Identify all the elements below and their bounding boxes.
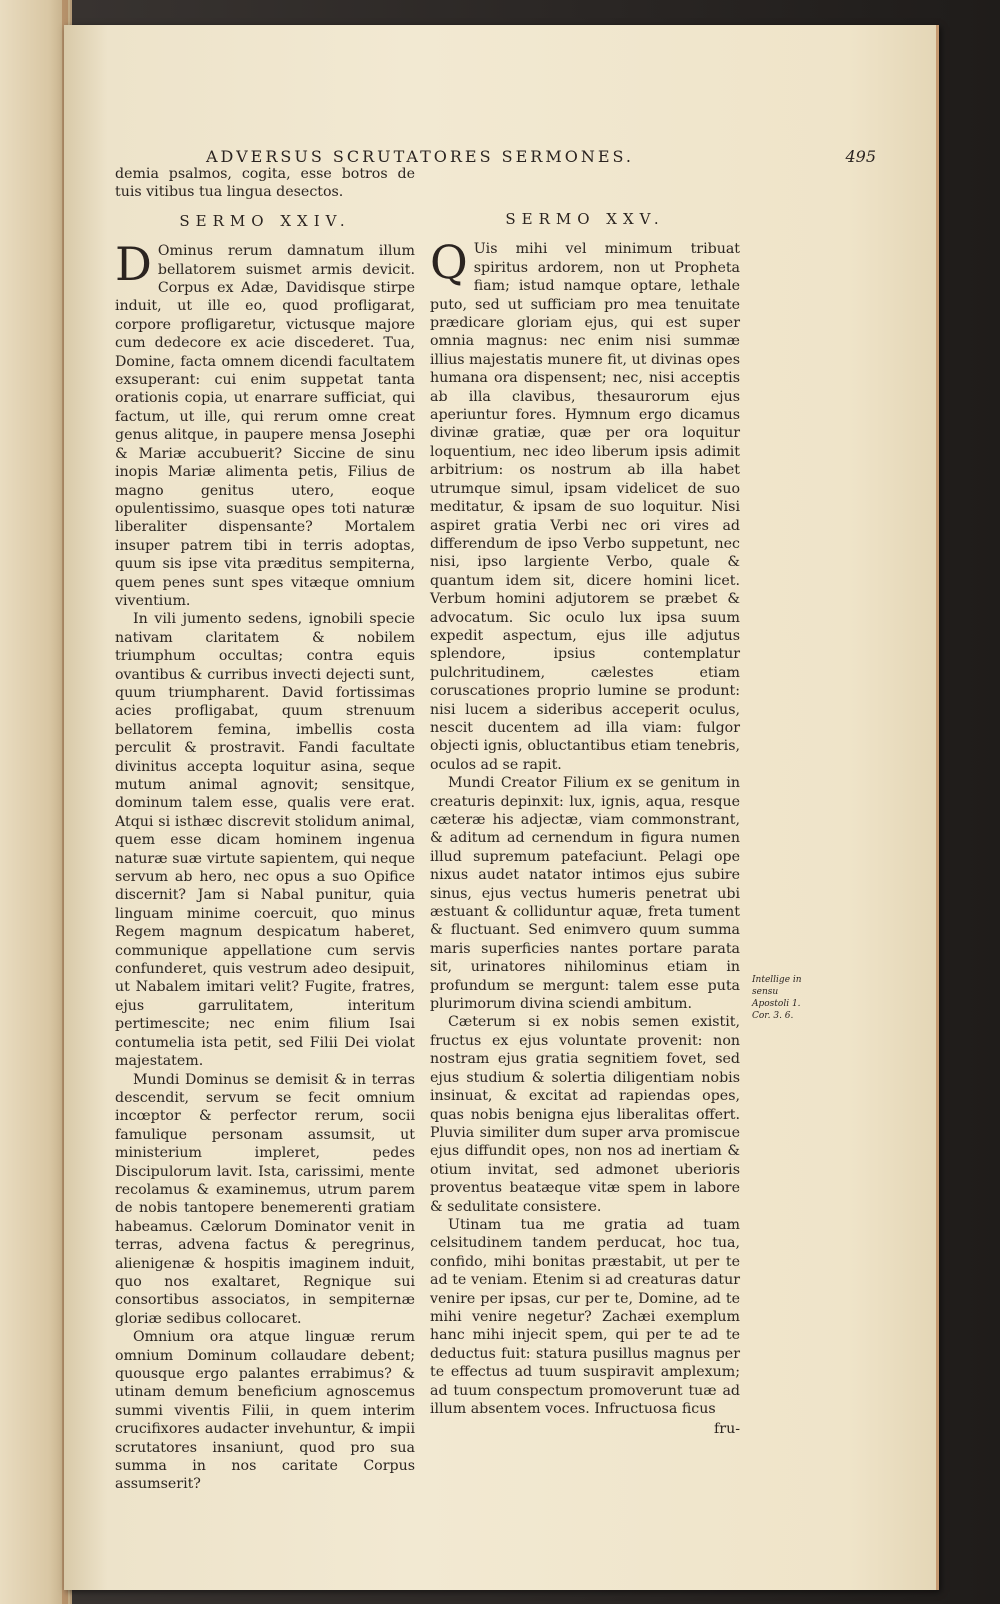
page-number: 495: [845, 147, 876, 166]
drop-cap: D: [115, 237, 152, 292]
catchword: fru-: [714, 1421, 740, 1438]
paragraph: In vili jumento sedens, ignobili specie nativam claritatem & nobilem triumphum occultas; contra equis ovantibus & curribus invecti dejecti sunt, quum triumpharent. David fortissimas acies profligabat, quum strenuum bellatorem femina, imbellis costa perculit & prostravit. Fandi facultate divinitus accepta loquitur asina, seque mutum animal agnovit; sensitque, dominum talem esse, qualis vere erat. Atqui si isthæc discrevit stolidum animal, quem esse dicam hominem ingenua naturæ suæ virtute sapientem, qui neque servum ab hero, nec opus a suo Opifice discernit? Jam si Nabal punitur, quia linguam minime coercuit, quo minus Regem magnum despicatum haberet, communique appellatione cum servis confunderet, quis vestrum adeo desipuit, ut Nabalem imitari velit? Fugite, fratres, ejus garrulitatem, interitum pertimescite; nec enim filium Isai contumelia ista petit, sed Filii Dei violat majestatem.: [115, 611, 415, 1070]
margin-note: Intellige in sensu Apostoli 1. Cor. 3. 6.: [752, 975, 802, 1021]
paragraph: Mundi Dominus se demisit & in terras descendit, servum se fecit omnium incœptor & perfector rerum, socii famulique personam assumsit, ut ministerium impleret, pedes Discipulorum lavit. Ista, carissimi, mente recolamus & examinemus, utrum parem de nobis tantopere benemerenti gratiam habeamus. Cælorum Dominator venit in terras, advena factus & peregrinus, alienigenæ & hospitis imaginem induit, quo nos exaltaret, Regnique sui consortibus associatos, in sempiternæ gloriæ sedibus collocaret.: [115, 1071, 415, 1327]
right-column: [430, 200, 740, 1439]
paragraph: Cæterum si ex nobis semen existit, fructus ex ejus voluntate provenit: non nostram ejus gratia segnitiem fovet, sed ejus studium & solertia diligentiam nobis insinuat, & excitat ad rapiendas opes, quas nobis benigna ejus liberalitas offert. Pluvia similiter dum super arva promiscue ejus diffundit opes, non nos ad inertiam & otium invitat, sed admonet uberioris proventus beatæque vitæ spem in labore & sedulitate consistere.: [430, 1014, 740, 1215]
sermon-title-25: SERMO XXV.: [505, 210, 665, 228]
running-title: ADVERSUS SCRUTATORES SERMONES.: [206, 147, 634, 166]
paragraph: Mundi Creator Filium ex se genitum in creaturis depinxit: lux, ignis, aqua, resque cæteræ his adjectæ, viam commonstrant, & aditum ad cernendum in figura numen illud supremum patefaciunt. Pelagi ope nixus audet natator intimos ejus subire sinus, ejus vectus humeris penetrat ubi æstuant & colliduntur aquæ, freta tument & fluctuant. Sed enimvero quum summa maris superficies nantes portare parata sit, urinatores nihilominus etiam in profundum se mergunt: talem esse puta plurimorum divina sciendi ambitum.: [430, 775, 740, 1013]
paragraph: Q Uis mihi vel minimum tribuat spiritus ardorem, non ut Propheta fiam; istud namque optare, lethale puto, sed ut sufficiam pro mea tenuitate prædicare gloriam ejus, qui est super omnia magnus: nec enim nisi summæ illius majestatis munere fit, ut divinas opes humana ora dispensent; nec, nisi acceptis ab illa clavibus, thesaurorum ejus aperiuntur fores. Hymnum ergo dicamus divinæ gratiæ, quæ per ora loquitur loquentium, nec ideo liberum ipsis adimit arbitrium: os nostrum ab illa habet utrumque simul, ipsam videlicet de suo meditatur, & ipsam de suo loquitur. Nisi aspiret gratia Verbi nec ori vires ad differendum de ipso Verbo suppetunt, nec nisi, ipso largiente Verbo, quale & quantum idem sit, dicere homini licet. Verbum homini adjutorem se præbet & advocatum. Sic oculo lux ipsa suum expedit aspectum, ejus ille adjutus splendore, ipsius contemplatur pulchritudinem, cælestes etiam coruscationes proprio lumine se produnt: nisi lucem a sideribus acceperit oculus, nescit ducentem ad illa viam: fulgor objecti ignis, obluctantibus etiam tenebris, oculos ad se rapit.: [430, 235, 740, 773]
paragraph: Utinam tua me gratia ad tuam celsitudinem tandem perducat, hoc tua, confido, mihi bonitas præstabit, ut per te ad te veniam. Etenim si ad creaturas datur venire per ipsas, cur per te, Domine, ad te mihi venire negetur? Zachæi exemplum hanc mihi injecit spem, qui per te ad te deductus fuit: statura pusillus magnus per te effectus ad tuum suspiravit amplexum; ad tuum conspectum promoverunt tuæ ad illum absentem voces. Infructuosa ficus: [430, 1216, 740, 1417]
continuation-text: demia psalmos, cogita, esse botros de tuis vitibus tua lingua desectos.: [115, 166, 415, 201]
running-header: [206, 147, 876, 166]
sermon-title-24: SERMO XXIV.: [179, 211, 351, 230]
left-column: [115, 165, 415, 1494]
paragraph: D Ominus rerum damnatum illum bellatorem suismet armis devicit. Corpus ex Adæ, Davidisque stirpe induit, ut ille eo, quod profligarat, corpore profligaretur, victusque majore cum dedecore ex acie discederet. Tua, Domine, facta omnem dicendi facultatem exsuperant: cui enim suppetat tanta orationis copia, ut enarrare sufficiat, qui factum, ut ille, qui rerum omne creat genus alitque, in paupere mensa Josephi & Mariæ accubuerit? Siccine de sinu inopis Mariæ alimenta petis, Filius de magno genitus utero, eoque opulentissimo, suasque opes toti naturæ liberaliter dispensante? Mortalem insuper patrem tibi in terris adoptas, quum sis ipse vita præditus sempiterna, quem penes sunt spes vitæque omnium viventium.: [115, 237, 415, 609]
drop-cap: Q: [430, 235, 468, 290]
paragraph: Omnium ora atque linguæ rerum omnium Dominum collaudare debent; quousque ergo palantes errabimus? & utinam demum beneficium agnoscemus summi viventis Filii, in quem interim crucifixores audacter invehuntur, & impii scrutatores insaniunt, quod pro sua summa in nos caritate Corpus assumserit?: [115, 1329, 415, 1493]
